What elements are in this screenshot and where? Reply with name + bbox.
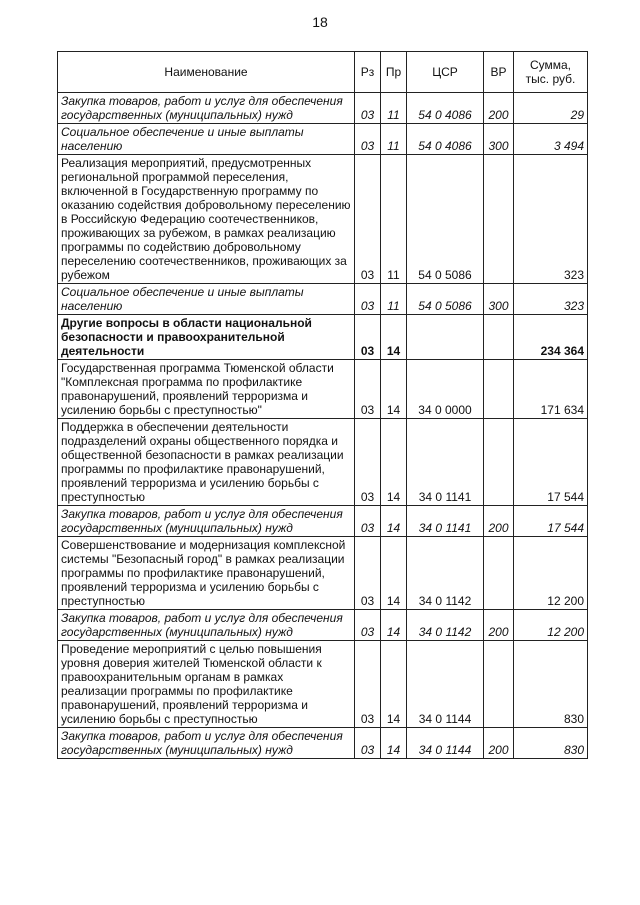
header-csr: ЦСР [407,52,484,93]
cell-rz: 03 [355,284,381,315]
cell-sum: 830 [514,728,588,759]
cell-csr: 34 0 1141 [407,419,484,506]
cell-vr [484,155,514,284]
cell-name: Закупка товаров, работ и услуг для обеспечения государственных (муниципальных) нужд [58,728,355,759]
cell-rz: 03 [355,641,381,728]
cell-pr: 11 [381,284,407,315]
cell-csr: 34 0 1144 [407,641,484,728]
table-row [58,155,588,284]
cell-csr: 54 0 4086 [407,124,484,155]
table-row [58,419,588,506]
table-row [58,610,588,641]
cell-vr: 300 [484,284,514,315]
cell-csr: 34 0 0000 [407,360,484,419]
cell-name: Социальное обеспечение и иные выплаты населению [58,284,355,315]
cell-pr: 14 [381,610,407,641]
cell-csr: 54 0 5086 [407,284,484,315]
cell-vr: 200 [484,506,514,537]
cell-pr: 14 [381,728,407,759]
cell-sum: 3 494 [514,124,588,155]
cell-rz: 03 [355,419,381,506]
cell-sum: 323 [514,284,588,315]
budget-table-header [58,52,588,93]
cell-vr [484,537,514,610]
cell-sum: 12 200 [514,610,588,641]
budget-table [57,51,588,759]
cell-csr [407,315,484,360]
cell-pr: 14 [381,506,407,537]
cell-name: Закупка товаров, работ и услуг для обеспечения государственных (муниципальных) нужд [58,93,355,124]
cell-vr [484,360,514,419]
table-row [58,315,588,360]
cell-sum: 12 200 [514,537,588,610]
cell-sum: 234 364 [514,315,588,360]
header-pr: Пр [381,52,407,93]
table-row [58,124,588,155]
cell-rz: 03 [355,124,381,155]
cell-rz: 03 [355,610,381,641]
cell-name: Закупка товаров, работ и услуг для обеспечения государственных (муниципальных) нужд [58,506,355,537]
cell-vr [484,419,514,506]
cell-sum: 323 [514,155,588,284]
cell-name: Проведение мероприятий с целью повышения уровня доверия жителей Тюменской области к правоохранительным органам в рамках реализации программы по профилактике правонарушений, проявлений терроризма и усилению борьбы с преступностью [58,641,355,728]
cell-name: Поддержка в обеспечении деятельности подразделений охраны общественного порядка и общественной безопасности в рамках реализации программы по профилактике правонарушений, проявлений терроризма и усилению борьбы с преступностью [58,419,355,506]
header-sum: Сумма, тыс. руб. [514,52,588,93]
cell-vr: 300 [484,124,514,155]
cell-vr: 200 [484,610,514,641]
table-row [58,93,588,124]
cell-pr: 14 [381,641,407,728]
cell-rz: 03 [355,155,381,284]
header-rz: Рз [355,52,381,93]
cell-pr: 11 [381,155,407,284]
cell-name: Закупка товаров, работ и услуг для обеспечения государственных (муниципальных) нужд [58,610,355,641]
cell-name: Социальное обеспечение и иные выплаты населению [58,124,355,155]
cell-csr: 54 0 5086 [407,155,484,284]
cell-rz: 03 [355,728,381,759]
cell-rz: 03 [355,506,381,537]
cell-name: Реализация мероприятий, предусмотренных региональной программой переселения, включенной в Государственную программу по оказанию содействия добровольному переселению в Российскую Федерацию соотечественников, проживающих за рубежом, в рамках реализацию программы по содействию добровольному переселению соотечественников, проживающих за рубежом [58,155,355,284]
cell-pr: 14 [381,537,407,610]
cell-csr: 34 0 1142 [407,537,484,610]
cell-rz: 03 [355,93,381,124]
page-number: 18 [312,14,328,30]
cell-pr: 14 [381,419,407,506]
cell-name: Государственная программа Тюменской области "Комплексная программа по профилактике правонарушений, проявлений терроризма и усилению борьбы с преступностью" [58,360,355,419]
cell-csr: 34 0 1142 [407,610,484,641]
cell-rz: 03 [355,537,381,610]
table-row [58,728,588,759]
cell-sum: 29 [514,93,588,124]
header-row [58,52,588,93]
table-row [58,537,588,610]
cell-sum: 17 544 [514,506,588,537]
cell-vr: 200 [484,728,514,759]
table-row [58,284,588,315]
table-row [58,506,588,537]
cell-pr: 14 [381,360,407,419]
cell-vr [484,315,514,360]
table-row [58,641,588,728]
cell-csr: 34 0 1141 [407,506,484,537]
cell-csr: 34 0 1144 [407,728,484,759]
cell-sum: 171 634 [514,360,588,419]
cell-vr [484,641,514,728]
cell-vr: 200 [484,93,514,124]
cell-rz: 03 [355,315,381,360]
budget-table-body [58,93,588,759]
header-vr: ВР [484,52,514,93]
cell-sum: 17 544 [514,419,588,506]
header-name: Наименование [58,52,355,93]
cell-rz: 03 [355,360,381,419]
cell-name: Другие вопросы в области национальной безопасности и правоохранительной деятельности [58,315,355,360]
cell-sum: 830 [514,641,588,728]
cell-pr: 11 [381,124,407,155]
cell-pr: 11 [381,93,407,124]
cell-name: Совершенствование и модернизация комплексной системы "Безопасный город" в рамках реализации программы по профилактике правонарушений, проявлений терроризма и усилению борьбы с преступностью [58,537,355,610]
cell-csr: 54 0 4086 [407,93,484,124]
cell-pr: 14 [381,315,407,360]
table-row [58,360,588,419]
